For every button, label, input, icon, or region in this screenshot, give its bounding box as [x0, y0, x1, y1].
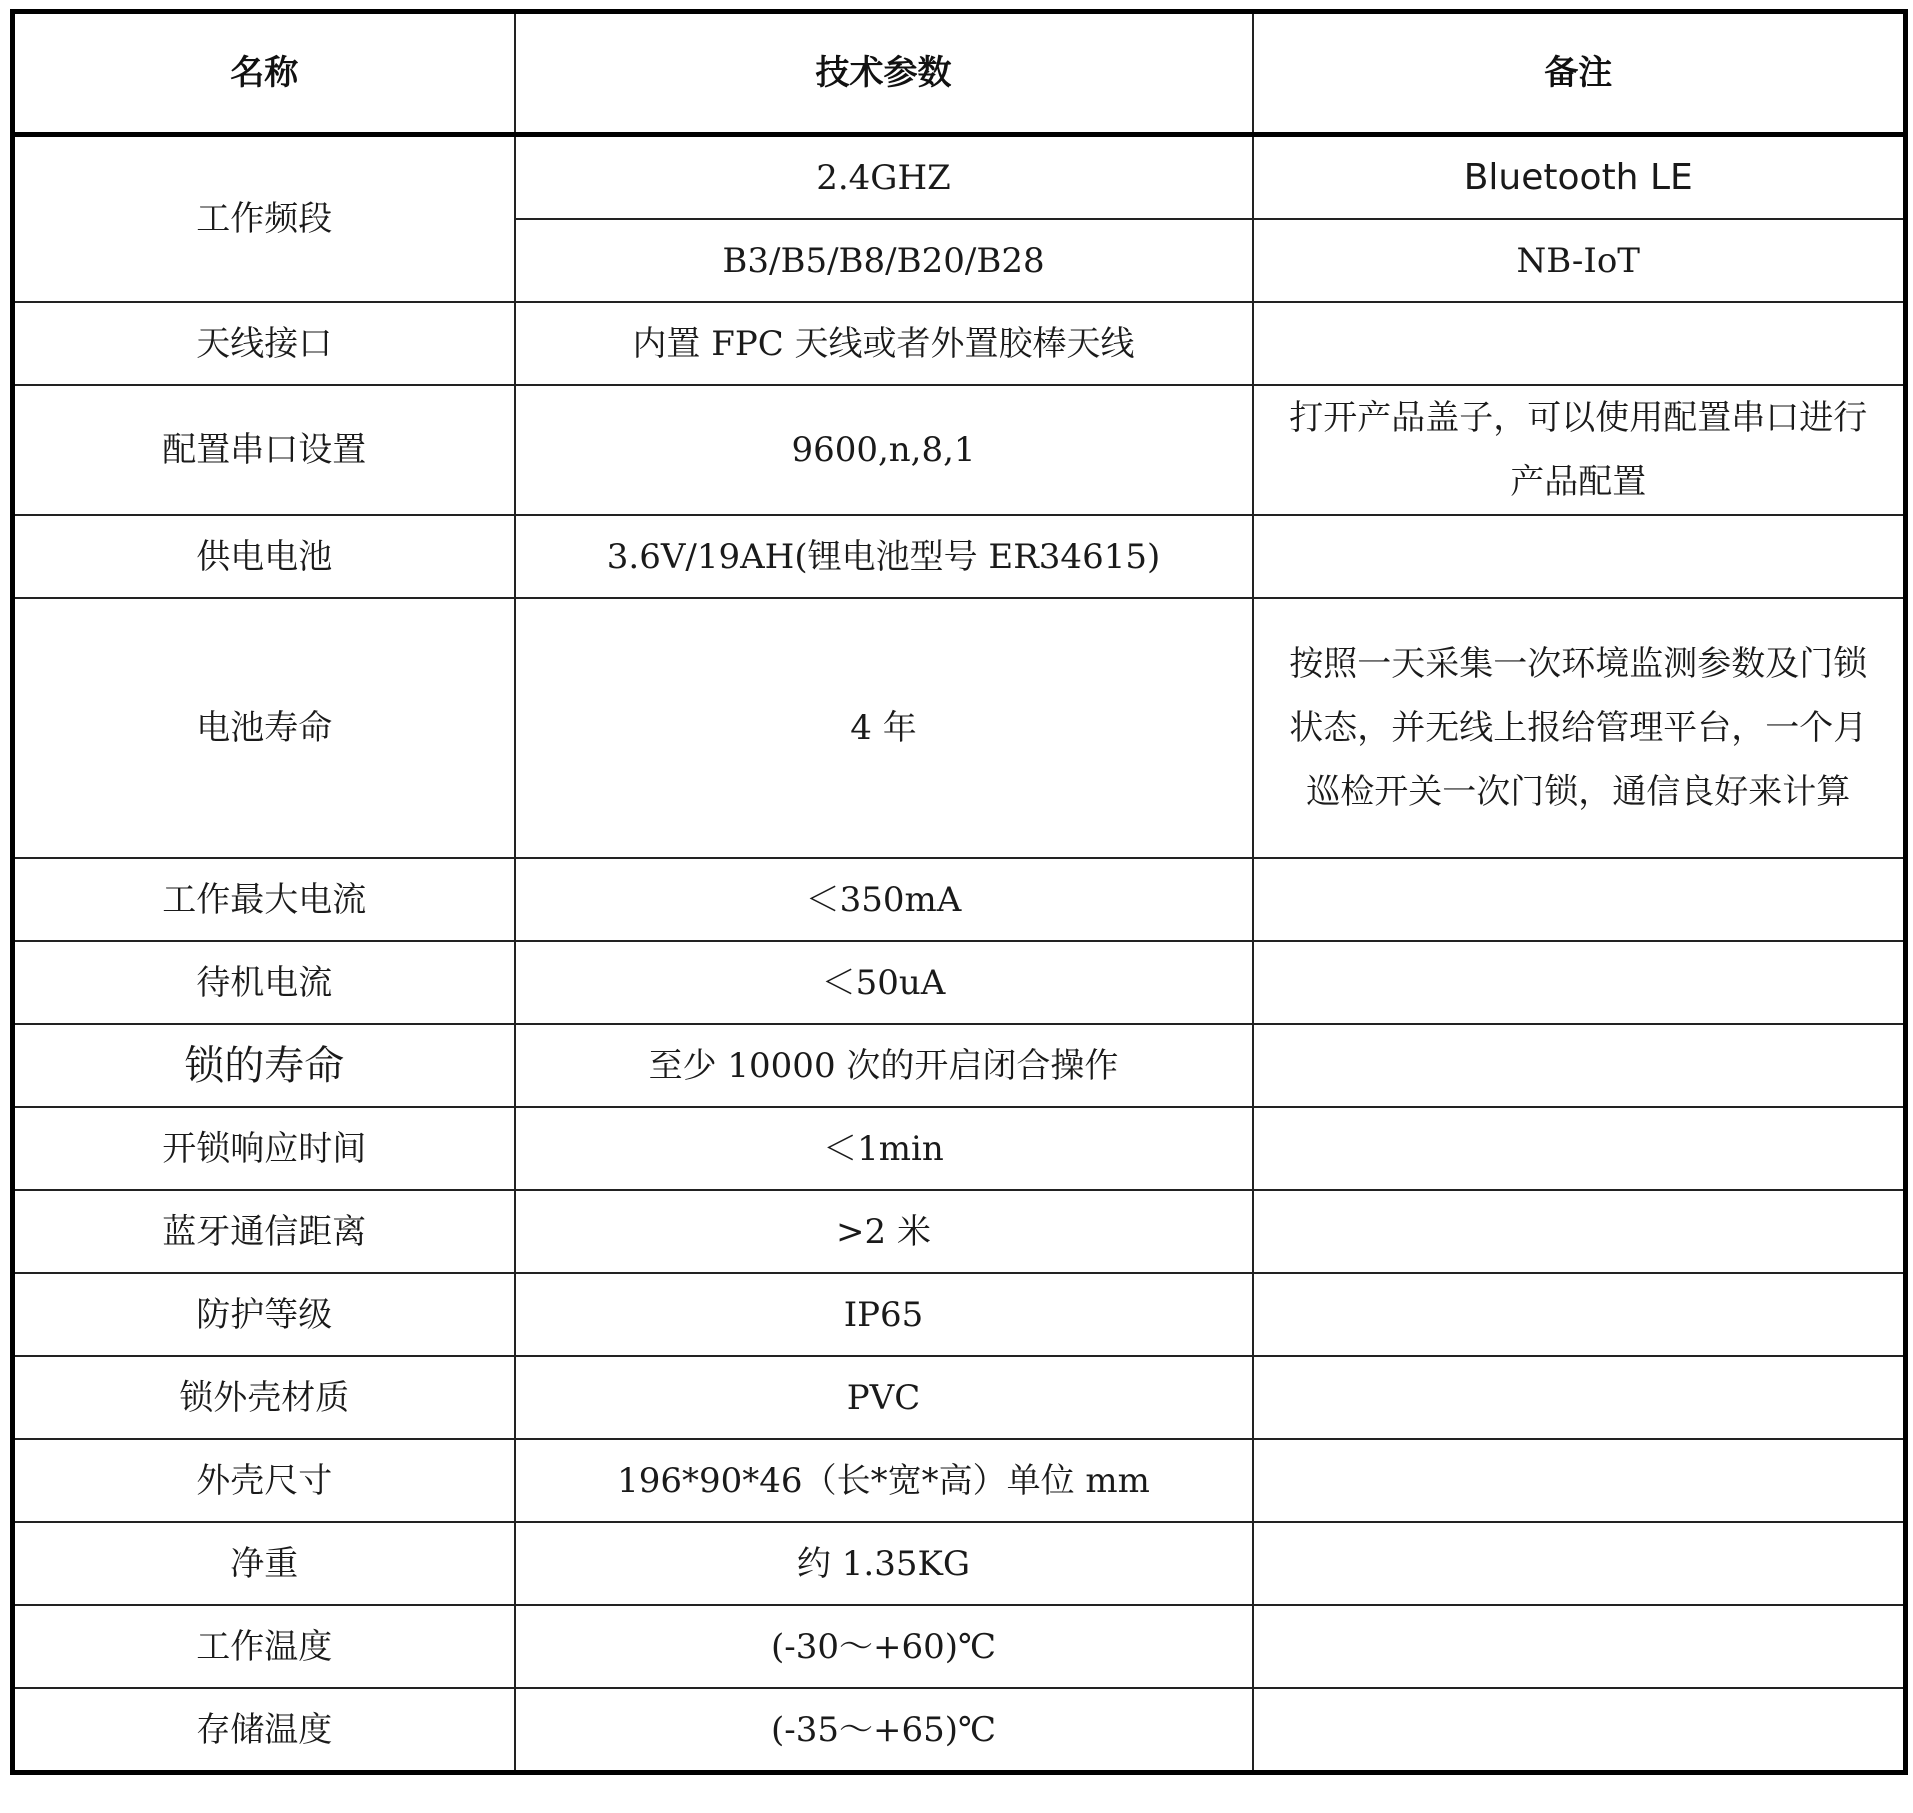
row-note — [1253, 1439, 1906, 1522]
row-name: 蓝牙通信距离 — [13, 1190, 515, 1273]
row-note — [1253, 1190, 1906, 1273]
table-row — [13, 1439, 1906, 1522]
row-name: 存储温度 — [13, 1688, 515, 1773]
row-note: Bluetooth LE — [1253, 135, 1906, 220]
row-param: 4 年 — [515, 598, 1253, 858]
table-row — [13, 1688, 1906, 1773]
row-name: 配置串口设置 — [13, 385, 515, 515]
row-name: 供电电池 — [13, 515, 515, 598]
table-row — [13, 1024, 1906, 1107]
row-param: 约 1.35KG — [515, 1522, 1253, 1605]
row-note — [1253, 515, 1906, 598]
table-row — [13, 1605, 1906, 1688]
row-param: ＜350mA — [515, 858, 1253, 941]
row-name: 天线接口 — [13, 302, 515, 385]
row-note — [1253, 1107, 1906, 1190]
row-name: 工作频段 — [13, 135, 515, 303]
row-name: 防护等级 — [13, 1273, 515, 1356]
row-note: 打开产品盖子，可以使用配置串口进行产品配置 — [1253, 385, 1906, 515]
table-row — [13, 1522, 1906, 1605]
row-note — [1253, 858, 1906, 941]
row-param: 9600,n,8,1 — [515, 385, 1253, 515]
table-row — [13, 135, 1906, 220]
row-param: B3/B5/B8/B20/B28 — [515, 219, 1253, 302]
header-row — [13, 12, 1906, 135]
table-row — [13, 858, 1906, 941]
table-row — [13, 598, 1906, 858]
table-row — [13, 1107, 1906, 1190]
table-row — [13, 385, 1906, 515]
row-name: 开锁响应时间 — [13, 1107, 515, 1190]
spec-table — [10, 9, 1908, 1775]
row-note — [1253, 1522, 1906, 1605]
row-note — [1253, 1356, 1906, 1439]
row-name: 电池寿命 — [13, 598, 515, 858]
table-row — [13, 515, 1906, 598]
row-param: ＜50uA — [515, 941, 1253, 1024]
table-row — [13, 302, 1906, 385]
row-param: >2 米 — [515, 1190, 1253, 1273]
row-param: 至少 10000 次的开启闭合操作 — [515, 1024, 1253, 1107]
row-note — [1253, 1605, 1906, 1688]
row-param: PVC — [515, 1356, 1253, 1439]
header-param: 技术参数 — [515, 12, 1253, 135]
header-note: 备注 — [1253, 12, 1906, 135]
row-note — [1253, 302, 1906, 385]
row-note — [1253, 1688, 1906, 1773]
row-param: 内置 FPC 天线或者外置胶棒天线 — [515, 302, 1253, 385]
table-row — [13, 1190, 1906, 1273]
table-row — [13, 1273, 1906, 1356]
row-name: 工作温度 — [13, 1605, 515, 1688]
row-name: 待机电流 — [13, 941, 515, 1024]
row-param: ＜1min — [515, 1107, 1253, 1190]
row-name: 锁外壳材质 — [13, 1356, 515, 1439]
row-note — [1253, 1024, 1906, 1107]
table-row — [13, 941, 1906, 1024]
table-row — [13, 1356, 1906, 1439]
header-name: 名称 — [13, 12, 515, 135]
row-name: 锁的寿命 — [13, 1024, 515, 1107]
row-note — [1253, 941, 1906, 1024]
row-param: 2.4GHZ — [515, 135, 1253, 220]
spec-sheet — [10, 9, 1908, 1775]
row-name: 外壳尺寸 — [13, 1439, 515, 1522]
row-param: (-35～+65)℃ — [515, 1688, 1253, 1773]
row-param: (-30～+60)℃ — [515, 1605, 1253, 1688]
row-note: NB-IoT — [1253, 219, 1906, 302]
row-name: 净重 — [13, 1522, 515, 1605]
row-note — [1253, 1273, 1906, 1356]
row-name: 工作最大电流 — [13, 858, 515, 941]
row-param: 196*90*46（长*宽*高）单位 mm — [515, 1439, 1253, 1522]
row-param: 3.6V/19AH(锂电池型号 ER34615) — [515, 515, 1253, 598]
row-param: IP65 — [515, 1273, 1253, 1356]
row-note: 按照一天采集一次环境监测参数及门锁状态，并无线上报给管理平台，一个月巡检开关一次门锁，通信良好来计算 — [1253, 598, 1906, 858]
